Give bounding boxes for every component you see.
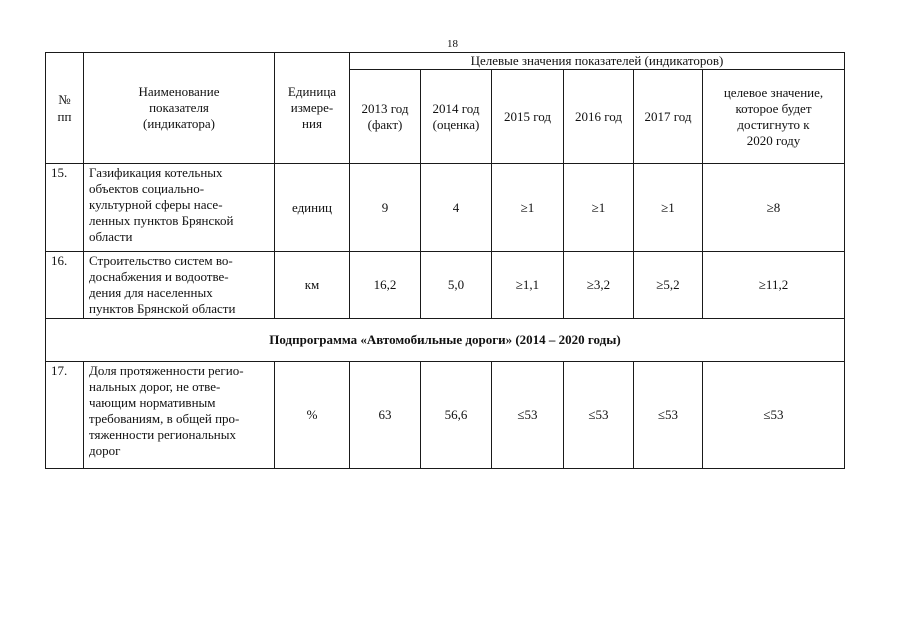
row-value-2020: ≥11,2	[703, 252, 845, 319]
row-value-2014: 5,0	[421, 252, 492, 319]
row-name-text: Газификация котельных объектов социально- культурной сферы насе- ленных пунктов Брянской области	[89, 165, 234, 244]
row-value-2017: ≥5,2	[634, 252, 703, 319]
header-year-2013	[350, 70, 421, 164]
header-num	[46, 53, 84, 164]
row-num: 16.	[46, 252, 84, 319]
header-year-2016	[564, 70, 634, 164]
row-value-2015: ≥1	[492, 164, 564, 252]
row-unit: км	[275, 252, 350, 319]
indicators-table	[45, 52, 845, 469]
header-year-2020-target-label: целевое значение, которое будет достигнуто к 2020 году	[723, 84, 824, 148]
table-row	[46, 164, 845, 252]
header-unit-label: Единица измере- ния	[287, 84, 337, 131]
header-year-2015	[492, 70, 564, 164]
row-name-text: Доля протяженности регио- нальных дорог, не отве- чающим нормативным требованиям, в общей про- тяженности региональных дорог	[89, 363, 244, 458]
row-value-2016: ≤53	[564, 362, 634, 469]
row-value-2013: 9	[350, 164, 421, 252]
header-targets-group	[350, 53, 845, 70]
header-name	[84, 53, 275, 164]
row-value-2014: 56,6	[421, 362, 492, 469]
header-year-2017	[634, 70, 703, 164]
row-value-2016: ≥1	[564, 164, 634, 252]
page-number: 18	[447, 38, 458, 50]
row-value-2013: 16,2	[350, 252, 421, 319]
row-name	[84, 252, 275, 319]
header-year-2015-label: 2015 год	[504, 108, 551, 124]
section-title: Подпрограмма «Автомобильные дороги» (2014 – 2020 годы)	[46, 319, 845, 362]
row-value-2020: ≤53	[703, 362, 845, 469]
header-targets-group-label: Целевые значения показателей (индикаторов)	[470, 53, 724, 68]
header-year-2020-target	[703, 70, 845, 164]
row-value-2015: ≥1,1	[492, 252, 564, 319]
row-value-2013: 63	[350, 362, 421, 469]
row-value-2015: ≤53	[492, 362, 564, 469]
row-name	[84, 362, 275, 469]
header-year-2017-label: 2017 год	[644, 108, 692, 124]
header-unit	[275, 53, 350, 164]
row-name	[84, 164, 275, 252]
header-year-2014-label: 2014 год (оценка)	[432, 100, 480, 132]
row-value-2020: ≥8	[703, 164, 845, 252]
row-unit: единиц	[275, 164, 350, 252]
row-num: 15.	[46, 164, 84, 252]
table-row	[46, 252, 845, 319]
header-name-label: Наименование показателя (индикатора)	[138, 84, 220, 131]
row-value-2017: ≤53	[634, 362, 703, 469]
row-value-2014: 4	[421, 164, 492, 252]
table-row	[46, 362, 845, 469]
header-year-2014	[421, 70, 492, 164]
header-row-top	[46, 53, 845, 70]
row-value-2016: ≥3,2	[564, 252, 634, 319]
header-num-label: № пп	[57, 92, 72, 124]
header-year-2016-label: 2016 год	[575, 108, 622, 124]
row-unit: %	[275, 362, 350, 469]
row-num: 17.	[46, 362, 84, 469]
header-year-2013-label: 2013 год (факт)	[361, 100, 409, 132]
section-row	[46, 319, 845, 362]
row-name-text: Строительство систем во- доснабжения и водоотве- дения для населенных пунктов Брянской области	[89, 253, 236, 316]
row-value-2017: ≥1	[634, 164, 703, 252]
